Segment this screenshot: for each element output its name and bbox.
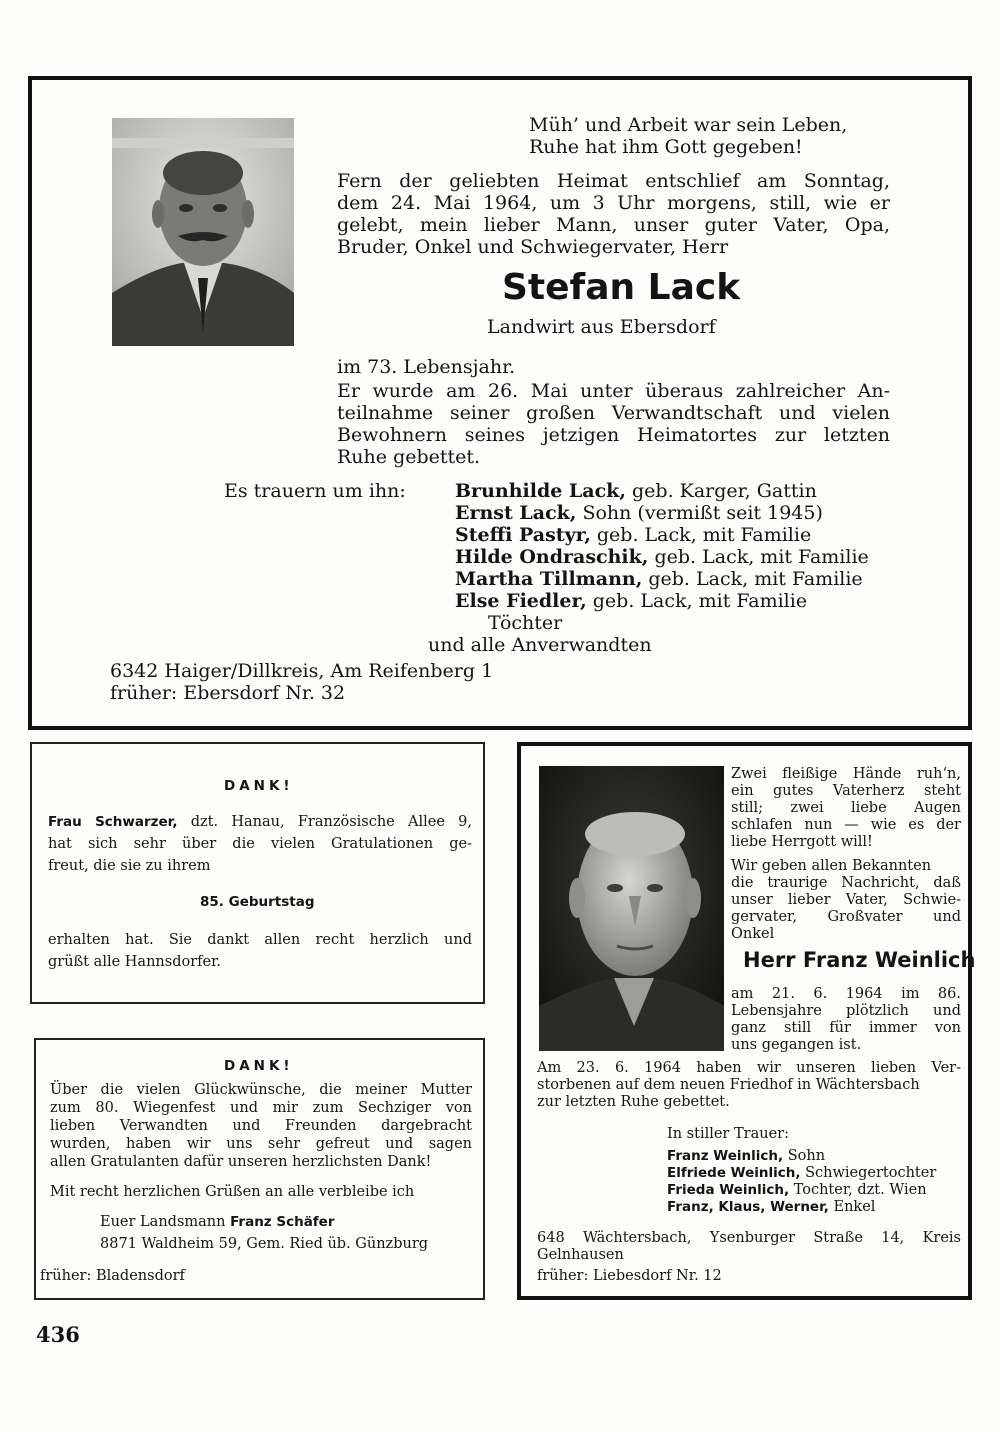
mourner-4-name: Franz, Klaus, Werner, bbox=[667, 1199, 829, 1215]
burial-line-3: Bewohnern seines jetzigen Heimatortes zur letzten bbox=[337, 424, 890, 446]
mourner-4-detail: Enkel bbox=[828, 1199, 876, 1215]
dank1-name: Frau Schwarzer, bbox=[48, 814, 178, 830]
dank1-line-1-text: dzt. Hanau, Französische Allee 9, bbox=[190, 814, 473, 830]
poem-line-5: liebe Herrgott will! bbox=[731, 834, 873, 850]
address-line-1: 648 Wächtersbach, Ysenburger Straße 14, Kreis bbox=[537, 1230, 961, 1246]
dank1-line-3: freut, die sie zu ihrem bbox=[48, 858, 211, 874]
mourner-4-name: Hilde Ondraschik, bbox=[455, 546, 649, 568]
portrait-photo-stefan-lack bbox=[112, 118, 294, 346]
deceased-name: Herr Franz Weinlich bbox=[743, 948, 976, 972]
burial-line-1: Er wurde am 26. Mai unter überaus zahlreicher An- bbox=[337, 380, 890, 402]
mourner-3 bbox=[667, 1182, 927, 1199]
burial-line-2: storbenen auf dem neuen Friedhof in Wächtersbach bbox=[537, 1077, 920, 1093]
mourner-4 bbox=[667, 1199, 875, 1216]
relatives-label: und alle Anverwandten bbox=[428, 634, 652, 656]
former-value: Ebersdorf Nr. 32 bbox=[177, 682, 346, 704]
mourner-4 bbox=[455, 546, 869, 568]
dank-heading: DANK! bbox=[224, 1058, 294, 1074]
death-line-4: uns gegangen ist. bbox=[731, 1037, 862, 1053]
portrait-photo-franz-weinlich bbox=[539, 766, 724, 1051]
portrait-illustration bbox=[112, 118, 294, 346]
death-line-2: Lebensjahre plötzlich und bbox=[731, 1003, 961, 1019]
mourners-label: Es trauern um ihn: bbox=[224, 480, 406, 502]
mourner-3-name: Frieda Weinlich, bbox=[667, 1182, 790, 1198]
portrait-illustration bbox=[539, 766, 724, 1051]
mourner-6-name: Else Fiedler, bbox=[455, 590, 587, 612]
poem-line-2: ein gutes Vaterherz steht bbox=[731, 783, 961, 799]
mourner-1-detail: geb. Karger, Gattin bbox=[625, 480, 817, 502]
intro-line-1: Wir geben allen Bekannten bbox=[731, 858, 932, 874]
mourner-5-detail: geb. Lack, mit Familie bbox=[642, 568, 863, 590]
mourner-1-name: Franz Weinlich, bbox=[667, 1148, 784, 1164]
mourner-2-name: Ernst Lack, bbox=[455, 502, 577, 524]
dank2-line-1: Über die vielen Glückwünsche, die meiner Mutter bbox=[50, 1082, 472, 1098]
dank1-line-4: erhalten hat. Sie dankt allen recht herzlich und bbox=[48, 932, 472, 948]
mourner-1 bbox=[455, 480, 817, 502]
former-address: früher: Liebesdorf Nr. 12 bbox=[537, 1268, 722, 1284]
former-label: früher: bbox=[110, 682, 178, 704]
mourner-5-name: Martha Tillmann, bbox=[455, 568, 643, 590]
dank2-former: früher: Bladensdorf bbox=[40, 1268, 185, 1284]
poem-line-1: Zwei fleißige Hände ruh‘n, bbox=[731, 766, 961, 782]
intro-line-4: gervater, Großvater und bbox=[731, 909, 961, 925]
dank2-line-2: zum 80. Wiegenfest und mir zum Sechziger von bbox=[50, 1100, 472, 1116]
burial-line-2: teilnahme seiner großen Verwandtschaft und vielen bbox=[337, 402, 890, 424]
dank1-line-5: grüßt alle Hannsdorfer. bbox=[48, 954, 222, 970]
dank1-line-2: hat sich sehr über die vielen Gratulationen ge- bbox=[48, 836, 472, 852]
mourner-2-detail: Schwiegertochter bbox=[800, 1165, 937, 1181]
mourner-2 bbox=[667, 1165, 936, 1182]
intro-line-3: unser lieber Vater, Schwie- bbox=[731, 892, 961, 908]
daughters-label: Töchter bbox=[488, 612, 563, 634]
burial-line-3: zur letzten Ruhe gebettet. bbox=[537, 1094, 730, 1110]
mourner-6 bbox=[455, 590, 807, 612]
obituary-franz-weinlich bbox=[517, 742, 976, 1300]
mourner-3-detail: geb. Lack, mit Familie bbox=[590, 524, 812, 546]
mourner-4-detail: geb. Lack, mit Familie bbox=[648, 546, 869, 568]
dank2-greeting: Mit recht herzlichen Grüßen an alle verbleibe ich bbox=[50, 1184, 415, 1200]
burial-line-1: Am 23. 6. 1964 haben wir unseren lieben Ver- bbox=[537, 1060, 961, 1076]
mourning-label: In stiller Trauer: bbox=[667, 1126, 789, 1142]
dank2-sign-name: Franz Schäfer bbox=[230, 1214, 335, 1230]
occupation: Landwirt aus Ebersdorf bbox=[487, 316, 716, 338]
intro-line-5: Onkel bbox=[731, 926, 775, 942]
mourner-6-detail: geb. Lack, mit Familie bbox=[586, 590, 808, 612]
intro-line-3: gelebt, mein lieber Mann, unser guter Vater, Opa, bbox=[337, 214, 890, 236]
death-line-3: ganz still für immer von bbox=[731, 1020, 961, 1036]
mourner-3 bbox=[455, 524, 811, 546]
dank2-sign-prefix: Euer Landsmann bbox=[100, 1214, 231, 1230]
mourner-2-detail: Sohn (vermißt seit 1945) bbox=[576, 502, 823, 524]
obituary-stefan-lack bbox=[28, 76, 972, 730]
deceased-name: Stefan Lack bbox=[502, 267, 741, 308]
death-line-1: am 21. 6. 1964 im 86. bbox=[731, 986, 961, 1002]
dank2-line-5: allen Gratulanten dafür unseren herzlichsten Dank! bbox=[50, 1154, 432, 1170]
mourner-1-detail: Sohn bbox=[783, 1148, 826, 1164]
dank1-line-1 bbox=[48, 814, 472, 831]
dank2-line-4: wurden, haben wir uns sehr gefreut und sagen bbox=[50, 1136, 472, 1152]
address-line-2: Gelnhausen bbox=[537, 1247, 624, 1263]
dank2-address: 8871 Waldheim 59, Gem. Ried üb. Günzburg bbox=[100, 1236, 429, 1252]
motto-line-2: Ruhe hat ihm Gott gegeben! bbox=[529, 136, 803, 158]
age: im 73. Lebensjahr. bbox=[337, 356, 516, 378]
motto-line-1: Müh’ und Arbeit war sein Leben, bbox=[529, 114, 848, 136]
burial-line-4: Ruhe gebettet. bbox=[337, 446, 481, 468]
poem-line-4: schlafen nun — wie es der bbox=[731, 817, 961, 833]
mourner-1 bbox=[667, 1148, 825, 1165]
dank2-signature bbox=[100, 1214, 335, 1231]
thanks-notice-schaefer bbox=[34, 1038, 485, 1300]
mourner-5 bbox=[455, 568, 863, 590]
intro-line-1: Fern der geliebten Heimat entschlief am Sonntag, bbox=[337, 170, 890, 192]
page-number: 436 bbox=[36, 1322, 80, 1347]
intro-line-2: die traurige Nachricht, daß bbox=[731, 875, 961, 891]
mourner-1-name: Brunhilde Lack, bbox=[455, 480, 626, 502]
mourner-2-name: Elfriede Weinlich, bbox=[667, 1165, 801, 1181]
dank-heading: DANK! bbox=[224, 778, 294, 794]
former-address bbox=[110, 682, 345, 704]
mourner-2 bbox=[455, 502, 823, 524]
thanks-notice-schwarzer bbox=[30, 742, 485, 1004]
intro-line-4: Bruder, Onkel und Schwiegervater, Herr bbox=[337, 236, 729, 258]
address: 6342 Haiger/Dillkreis, Am Reifenberg 1 bbox=[110, 660, 494, 682]
mourner-3-detail: Tochter, dzt. Wien bbox=[789, 1182, 927, 1198]
dank2-line-3: lieben Verwandten und Freunden dargebracht bbox=[50, 1118, 472, 1134]
birthday-label: 85. Geburtstag bbox=[200, 894, 315, 910]
poem-line-3: still; zwei liebe Augen bbox=[731, 800, 961, 816]
intro-line-2: dem 24. Mai 1964, um 3 Uhr morgens, still, wie er bbox=[337, 192, 890, 214]
mourner-3-name: Steffi Pastyr, bbox=[455, 524, 591, 546]
